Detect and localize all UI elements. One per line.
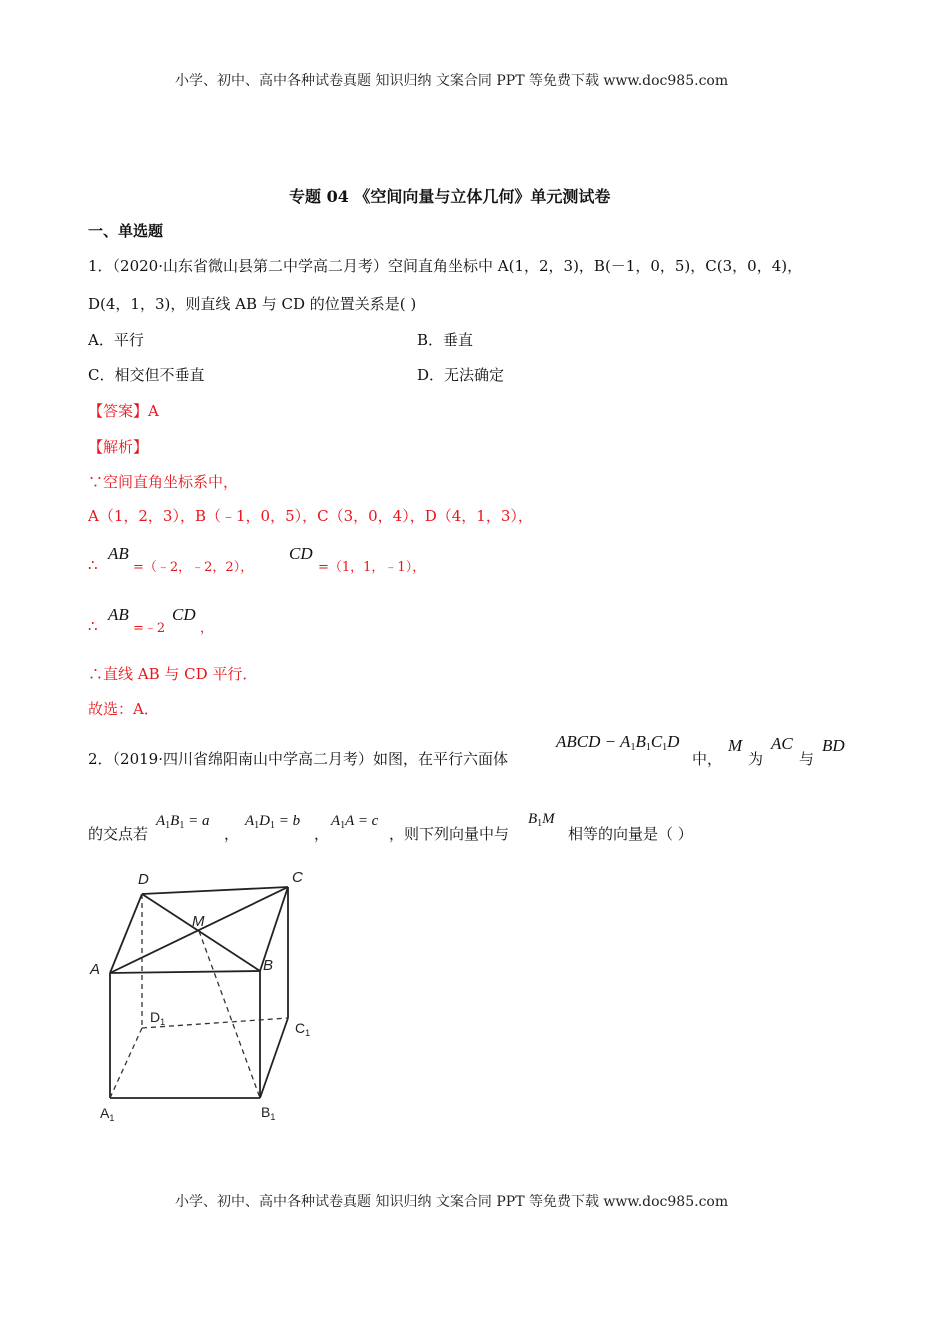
label-c1: $C_1$ bbox=[295, 1020, 311, 1038]
answer-value: A bbox=[148, 402, 159, 420]
label-b1: $B_1$ bbox=[261, 1104, 276, 1122]
page-footer: 小学、初中、高中各种试卷真题 知识归纳 文案合同 PPT 等免费下载 www.doc985.com bbox=[175, 1194, 729, 1210]
edge-dc bbox=[142, 887, 288, 894]
label-c: C bbox=[292, 869, 303, 886]
therefore-symbol: ∴ bbox=[88, 556, 98, 574]
q1-solution-line5: ∴直线 AB 与 CD 平行． bbox=[88, 665, 258, 683]
q1-option-a: A．平行 bbox=[88, 331, 144, 349]
diagonal-bd bbox=[142, 894, 260, 971]
comma-1: ， bbox=[224, 825, 240, 843]
q2-text-yu: 与 bbox=[799, 750, 815, 768]
q1-line1: 1．（2020·山东省微山县第二中学高二月考）空间直角坐标中 A(1，2，3)，B(－1，0，5)，C(3，0，4)， bbox=[88, 257, 803, 275]
q2-text1: 2．（2019·四川省绵阳南山中学高二月考）如图，在平行六面体 bbox=[88, 750, 508, 768]
vector-cd: CD bbox=[289, 544, 313, 563]
eq-b: $A_1D_1 = b$ bbox=[245, 813, 301, 831]
label-d: D bbox=[138, 871, 149, 888]
label-d1: $D_1$ bbox=[150, 1009, 166, 1027]
q1-option-c: C．相交但不垂直 bbox=[88, 366, 205, 384]
q2-text4: 相等的向量是（ ） bbox=[568, 825, 693, 843]
segment-mb1-hidden bbox=[199, 931, 260, 1098]
label-b: B bbox=[263, 957, 274, 974]
diagonal-ac bbox=[110, 887, 288, 973]
q1-answer bbox=[88, 400, 159, 421]
line-bd: BD bbox=[822, 736, 845, 755]
parallelepiped-figure bbox=[80, 860, 340, 1130]
vector-ab: AB bbox=[108, 544, 129, 563]
vector-ab: AB bbox=[108, 605, 129, 624]
therefore-symbol: ∴ bbox=[88, 617, 98, 635]
q2-text-wei: 为 bbox=[748, 750, 764, 768]
vector-ab-value: =（﹣2，﹣2，2）， bbox=[133, 560, 254, 575]
edge-b1c1 bbox=[260, 1018, 288, 1098]
label-a: A bbox=[90, 961, 101, 978]
q1-solution-line2: A（1，2，3），B（﹣1，0，5），C（3，0，4），D（4，1，3）， bbox=[88, 507, 533, 525]
page-title: 专题 04 《空间向量与立体几何》单元测试卷 bbox=[289, 187, 611, 206]
edge-a1d1-hidden bbox=[110, 1028, 142, 1098]
scalar-factor: =﹣2 bbox=[133, 621, 166, 636]
edge-ab bbox=[110, 971, 260, 973]
comma: ， bbox=[200, 621, 214, 636]
vector-cd: CD bbox=[172, 605, 196, 624]
line-ac: AC bbox=[771, 734, 793, 753]
q1-analysis-label: 【解析】 bbox=[88, 438, 149, 456]
q1-line2: D(4，1，3)，则直线 AB 与 CD 的位置关系是( ) bbox=[88, 295, 417, 313]
edge-ad bbox=[110, 894, 142, 973]
q1-solution-line6: 故选：A． bbox=[88, 700, 159, 718]
parallelepiped-expr: ABCD − $A_1B_1C_1D$ bbox=[556, 732, 680, 753]
q2-line1 bbox=[88, 732, 868, 768]
answer-label: 【答案】 bbox=[88, 402, 149, 420]
page-header: 小学、初中、高中各种试卷真题 知识归纳 文案合同 PPT 等免费下载 www.doc985.com bbox=[175, 73, 729, 89]
q2-text3: ，则下列向量中与 bbox=[389, 825, 510, 843]
q2-line2 bbox=[88, 811, 788, 847]
q1-option-b: B．垂直 bbox=[417, 331, 474, 349]
eq-a: $A_1B_1 = a$ bbox=[156, 813, 210, 831]
q2-text-zhong: 中， bbox=[692, 750, 723, 768]
q2-text2: 的交点若 bbox=[88, 825, 149, 843]
vector-cd-value: =（1，1，﹣1）， bbox=[318, 560, 426, 575]
label-m: M bbox=[192, 913, 205, 930]
eq-c: $A_1A = c$ bbox=[331, 813, 379, 831]
section-heading: 一、单选题 bbox=[88, 222, 164, 240]
q1-solution-line1: ∵空间直角坐标系中， bbox=[88, 473, 239, 491]
label-a1: $A_1$ bbox=[100, 1105, 115, 1123]
point-m: M bbox=[728, 736, 743, 755]
vector-b1m: $B_1M$ bbox=[528, 811, 555, 829]
comma-2: ， bbox=[314, 825, 330, 843]
q1-option-d: D．无法确定 bbox=[417, 366, 505, 384]
